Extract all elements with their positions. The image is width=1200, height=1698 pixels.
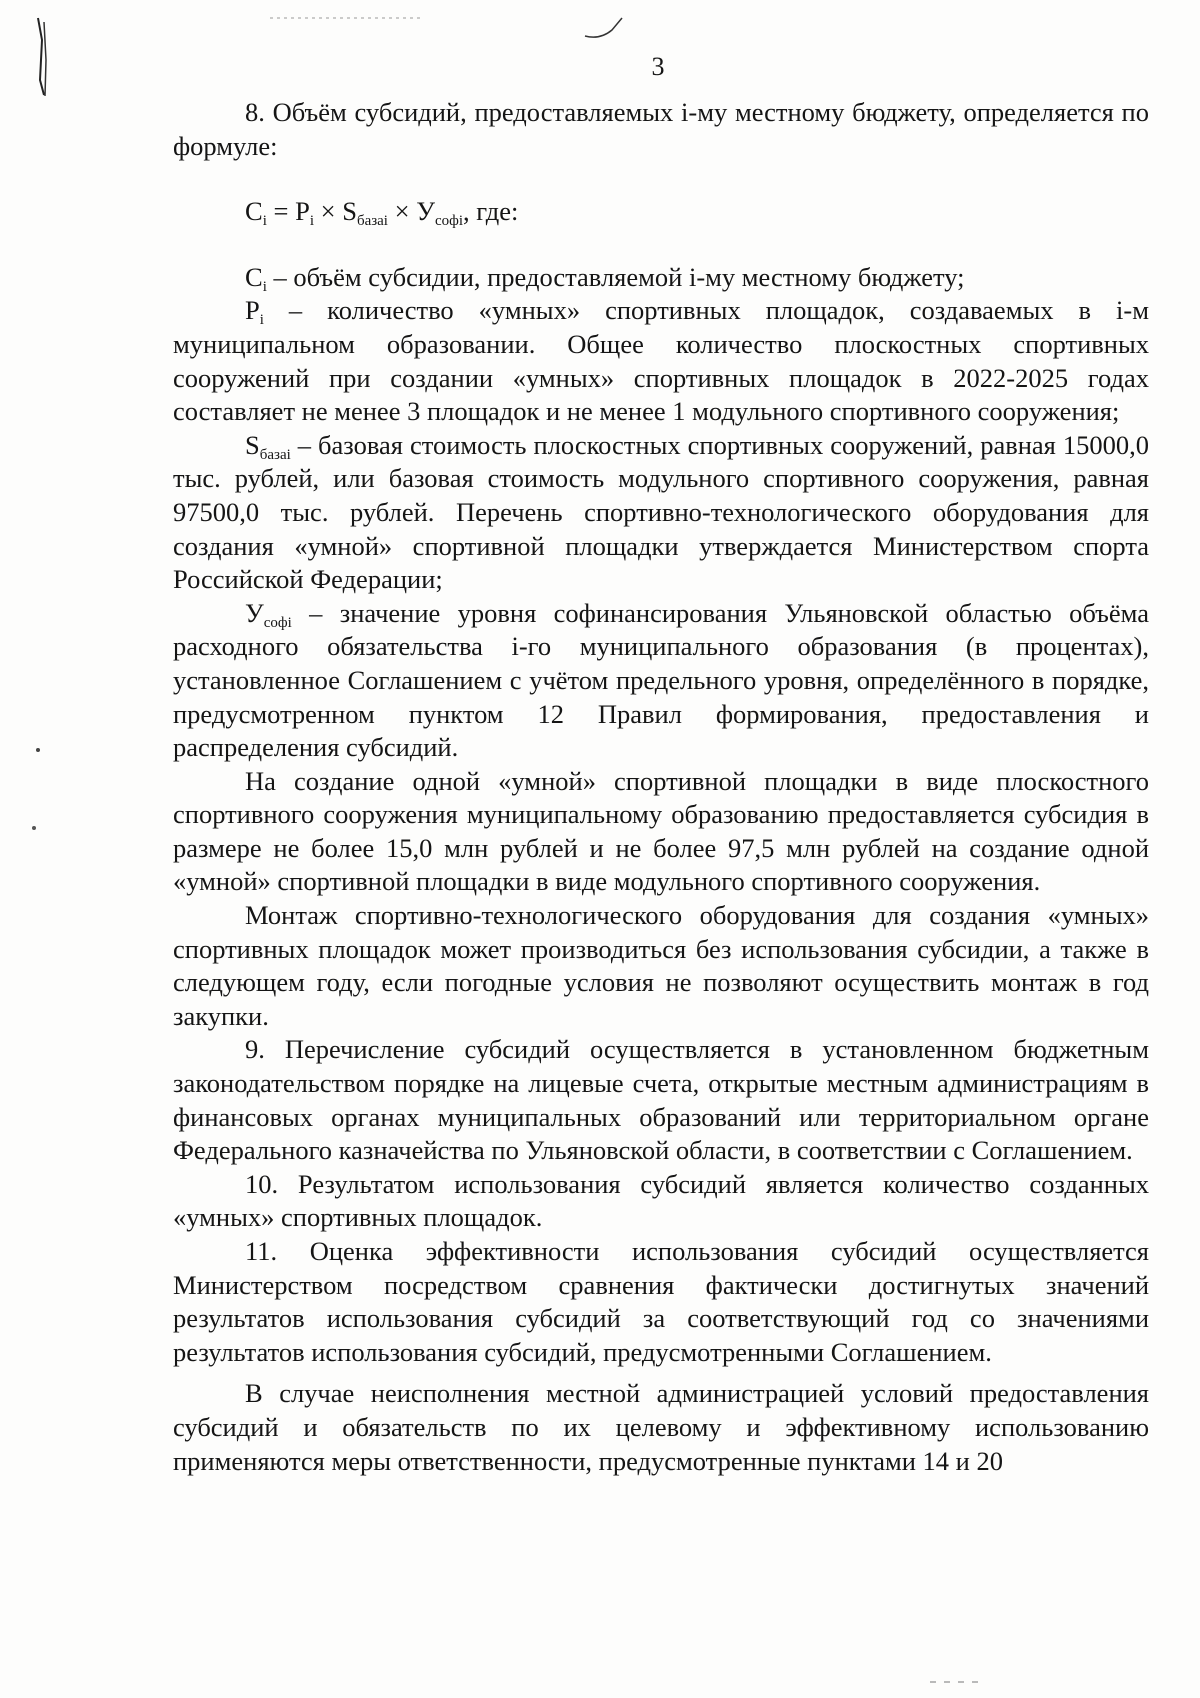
paragraph-9: 9. Перечисление субсидий осуществляется в установленном бюджетным законодательством порядке на лицевые счета, открытые местным администрациям в финансовых органах муниципальных образований или территориальном органе Федерального казначейства по Ульяновской области, в соответствии с Соглашением. xyxy=(173,1034,1149,1166)
document-body xyxy=(173,96,1149,1478)
definition-u: $У_{софi}$ – значение уровня софинансирования Ульяновской областью объёма расходного обязательства i-го муниципального образования (в процентах), установленное Соглашением с учётом предельного уровня, определённого в порядке, предусмотренном пунктом 12 Правил формирования, предоставления и распределения субсидий. xyxy=(173,597,1149,763)
paragraph-subsidy-limit: На создание одной «умной» спортивной площадки в виде плоскостного спортивного сооружения муниципальному образованию предоставляется субсидия в размере не более 15,0 млн рублей и не более 97,5 млн рублей на создание одной «умной» спортивной площадки в виде модульного спортивного сооружения. xyxy=(173,765,1149,897)
paragraph-10: 10. Результатом использования субсидий является количество созданных «умных» спортивных площадок. xyxy=(173,1168,1149,1233)
definition-s: $S_{базаi}$ – базовая стоимость плоскостных спортивных сооружений, равная 15000,0 тыс. рублей, или базовая стоимость модульного спортивного сооружения, равная 97500,0 тыс. рублей. Перечень спортивно-технологического оборудования для создания «умной» спортивной площадки утверждается Министерством спорта Российской Федерации; xyxy=(173,429,1149,595)
scan-scribble-icon xyxy=(585,18,622,37)
definition-p: $P_i$ – количество «умных» спортивных площадок, создаваемых в i-м муниципальном образовании. Общее количество плоскостных спортивных сооружений при создании «умных» спортивных площадок в 2022-2025 годах составляет не менее 3 площадок и не менее 1 модульного спортивного сооружения; xyxy=(173,295,1149,427)
scan-dot xyxy=(36,748,40,752)
subsidy-formula: $C_i = P_i \times S_{базаi} \times У_{софi}$, где: xyxy=(245,196,519,230)
definition-c: $C_i$ – объём субсидии, предоставляемой i-му местному бюджету; xyxy=(245,261,965,295)
page-number: 3 xyxy=(651,52,665,81)
paragraph-liability: В случае неисполнения местной администрацией условий предоставления субсидий и обязательств по их целевому и эффективному использованию применяются меры ответственности, предусмотренные пунктами 14 и 20 xyxy=(173,1378,1149,1476)
scan-dot-2 xyxy=(32,826,36,830)
paragraph-mounting: Монтаж спортивно-технологического оборудования для создания «умных» спортивных площадок может производиться без использования субсидии, а также в следующем году, если погодные условия не позволяют осуществить монтаж в год закупки. xyxy=(173,900,1149,1031)
paragraph-8-intro: 8. Объём субсидий, предоставляемых i-му местному бюджету, определяется по формуле: xyxy=(173,97,1149,161)
paragraph-11: 11. Оценка эффективности использования субсидий осуществляется Министерством посредством сравнения фактически достигнутых значений результатов использования субсидий за соответствующий год со значениями результатов использования субсидий, предусмотренными Соглашением. xyxy=(173,1236,1149,1367)
